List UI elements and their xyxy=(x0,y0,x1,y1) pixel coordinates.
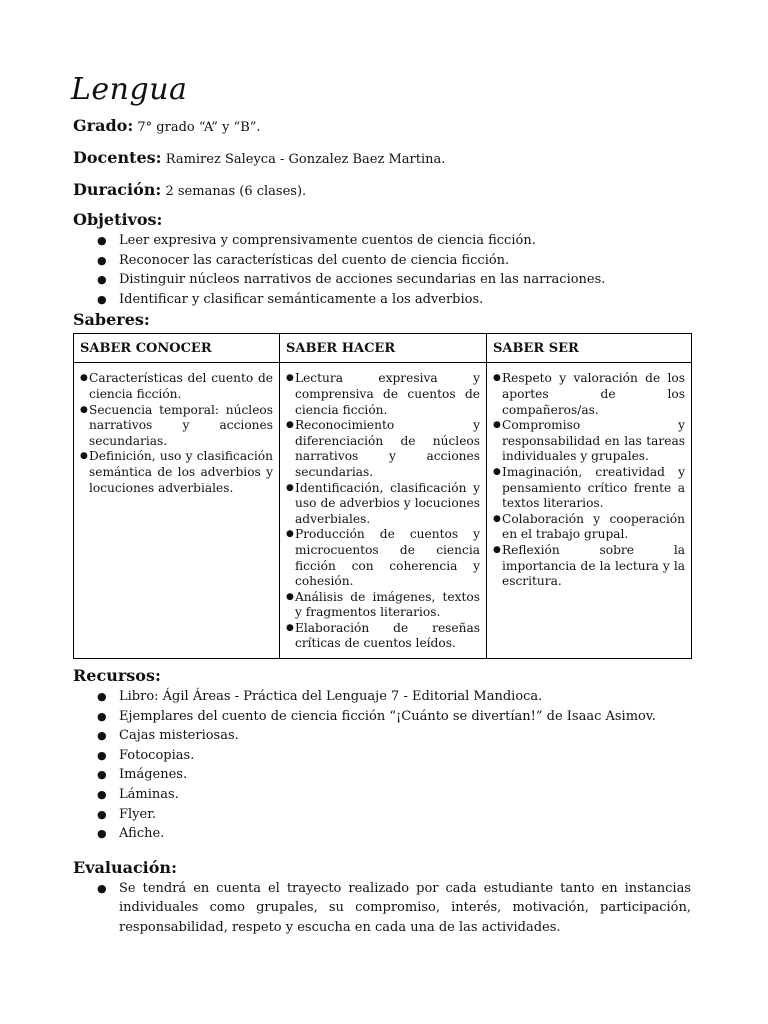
column-header-saber-conocer: SABER CONOCER xyxy=(74,334,280,363)
saberes-table xyxy=(73,333,692,659)
bullet-icon: ● xyxy=(97,253,107,267)
saberes-heading: Saberes: xyxy=(73,310,150,330)
list-item: ● Identificación, clasificación y uso de adverbios y locuciones adverbiales. xyxy=(286,480,480,526)
table-header-row xyxy=(74,334,692,363)
list-item: ● Flyer. xyxy=(73,805,691,825)
list-item: ● Reflexión sobre la importancia de la lectura y la escritura. xyxy=(493,542,685,589)
list-item: ● Distinguir núcleos narrativos de acciones secundarias en las narraciones. xyxy=(73,270,691,290)
document-body xyxy=(73,70,691,938)
list-item: ● Reconocer las características del cuento de ciencia ficción. xyxy=(73,251,691,271)
page-title: Lengua xyxy=(71,72,188,107)
bullet-icon: ● xyxy=(286,622,294,633)
list-item: ● Respeto y valoración de los aportes de los compañeros/as. xyxy=(493,371,685,417)
list-item: ● Lectura expresiva y comprensiva de cuentos de ciencia ficción. xyxy=(286,371,480,417)
list-item: ● Se tendrá en cuenta el trayecto realizado por cada estudiante tanto en instancias individuales como grupales, su compromiso, interés, motivación, participación, responsabilidad, respeto y escucha en cada una de las actividades. xyxy=(97,880,691,935)
bullet-icon: ● xyxy=(97,729,107,743)
list-item: ● Definición, uso y clasificación semántica de los adverbios y locuciones adverbiales. xyxy=(80,449,273,495)
objetivos-list xyxy=(73,231,691,309)
list-item: ● Imaginación, creatividad y pensamiento crítico frente a textos literarios. xyxy=(493,464,685,511)
list-item: ● Ejemplares del cuento de ciencia ficción “¡Cuánto se divertían!” de Isaac Asimov. xyxy=(73,707,691,727)
column-header-saber-ser: SABER SER xyxy=(487,334,692,363)
list-item: ● Colaboración y cooperación en el trabajo grupal. xyxy=(493,511,685,542)
docentes-value: Ramirez Saleyca - Gonzalez Baez Martina. xyxy=(165,152,446,167)
bullet-icon: ● xyxy=(493,420,501,431)
list-item: ● Análisis de imágenes, textos y fragmentos literarios. xyxy=(286,589,480,620)
list-item: ● Cajas misteriosas. xyxy=(73,726,691,746)
bullet-icon: ● xyxy=(493,373,501,384)
bullet-icon: ● xyxy=(286,591,294,602)
list-item: ● Libro: Ágil Áreas - Práctica del Lenguaje 7 - Editorial Mandioca. xyxy=(73,687,691,707)
bullet-icon: ● xyxy=(97,690,107,704)
cell-saber-ser xyxy=(487,363,692,659)
list-item: ● Fotocopias. xyxy=(73,746,691,766)
bullet-icon: ● xyxy=(97,709,107,723)
list-item: ● Reconocimiento y diferenciación de núcleos narrativos y acciones secundarias. xyxy=(286,418,480,479)
bullet-icon: ● xyxy=(97,292,107,306)
bullet-icon: ● xyxy=(97,807,107,821)
bullet-icon: ● xyxy=(493,544,501,555)
grado-value: 7° grado “A” y “B”. xyxy=(137,120,261,135)
bullet-icon: ● xyxy=(286,420,294,431)
docentes-line xyxy=(73,148,691,167)
list-item: ● Imágenes. xyxy=(73,765,691,785)
docentes-label: Docentes: xyxy=(73,148,162,167)
bullet-icon: ● xyxy=(286,529,294,540)
bullet-icon: ● xyxy=(80,404,88,415)
recursos-list xyxy=(73,687,691,844)
bullet-icon: ● xyxy=(97,827,107,841)
bullet-icon: ● xyxy=(97,234,107,247)
cell-saber-hacer xyxy=(280,363,487,659)
list-item: ● Afiche. xyxy=(73,824,691,844)
bullet-icon: ● xyxy=(80,451,88,462)
list-item: ● Secuencia temporal: núcleos narrativos y acciones secundarias. xyxy=(80,402,273,448)
bullet-icon: ● xyxy=(493,513,501,524)
column-header-saber-hacer: SABER HACER xyxy=(280,334,487,363)
objetivos-heading: Objetivos: xyxy=(73,210,163,229)
list-item: ● Producción de cuentos y microcuentos de ciencia ficción con coherencia y cohesión. xyxy=(286,527,480,589)
bullet-icon: ● xyxy=(493,466,501,477)
duracion-value: 2 semanas (6 clases). xyxy=(165,184,307,199)
list-item: ● Compromiso y responsabilidad en las tareas individuales y grupales. xyxy=(493,418,685,464)
evaluacion-list xyxy=(73,879,691,938)
list-item: ● Identificar y clasificar semánticamente a los adverbios. xyxy=(73,290,691,310)
list-item: ● Elaboración de reseñas críticas de cuentos leídos. xyxy=(286,620,480,651)
recursos-heading: Recursos: xyxy=(73,666,161,686)
table-row xyxy=(74,363,692,659)
bullet-icon: ● xyxy=(80,373,88,384)
duracion-line xyxy=(73,180,691,199)
grado-label: Grado: xyxy=(73,116,134,135)
bullet-icon: ● xyxy=(286,373,294,384)
bullet-icon: ● xyxy=(97,881,107,895)
bullet-icon: ● xyxy=(97,748,107,762)
evaluacion-heading: Evaluación: xyxy=(73,857,177,877)
bullet-icon: ● xyxy=(97,273,107,287)
grado-line xyxy=(73,116,691,135)
bullet-icon: ● xyxy=(97,788,107,802)
duracion-label: Duración: xyxy=(73,180,162,199)
cell-saber-conocer xyxy=(74,363,280,659)
list-item: ● Leer expresiva y comprensivamente cuentos de ciencia ficción. xyxy=(73,231,691,251)
bullet-icon: ● xyxy=(97,768,107,782)
list-item: ● Láminas. xyxy=(73,785,691,805)
list-item: ● Características del cuento de ciencia ficción. xyxy=(80,371,273,401)
bullet-icon: ● xyxy=(286,482,294,493)
